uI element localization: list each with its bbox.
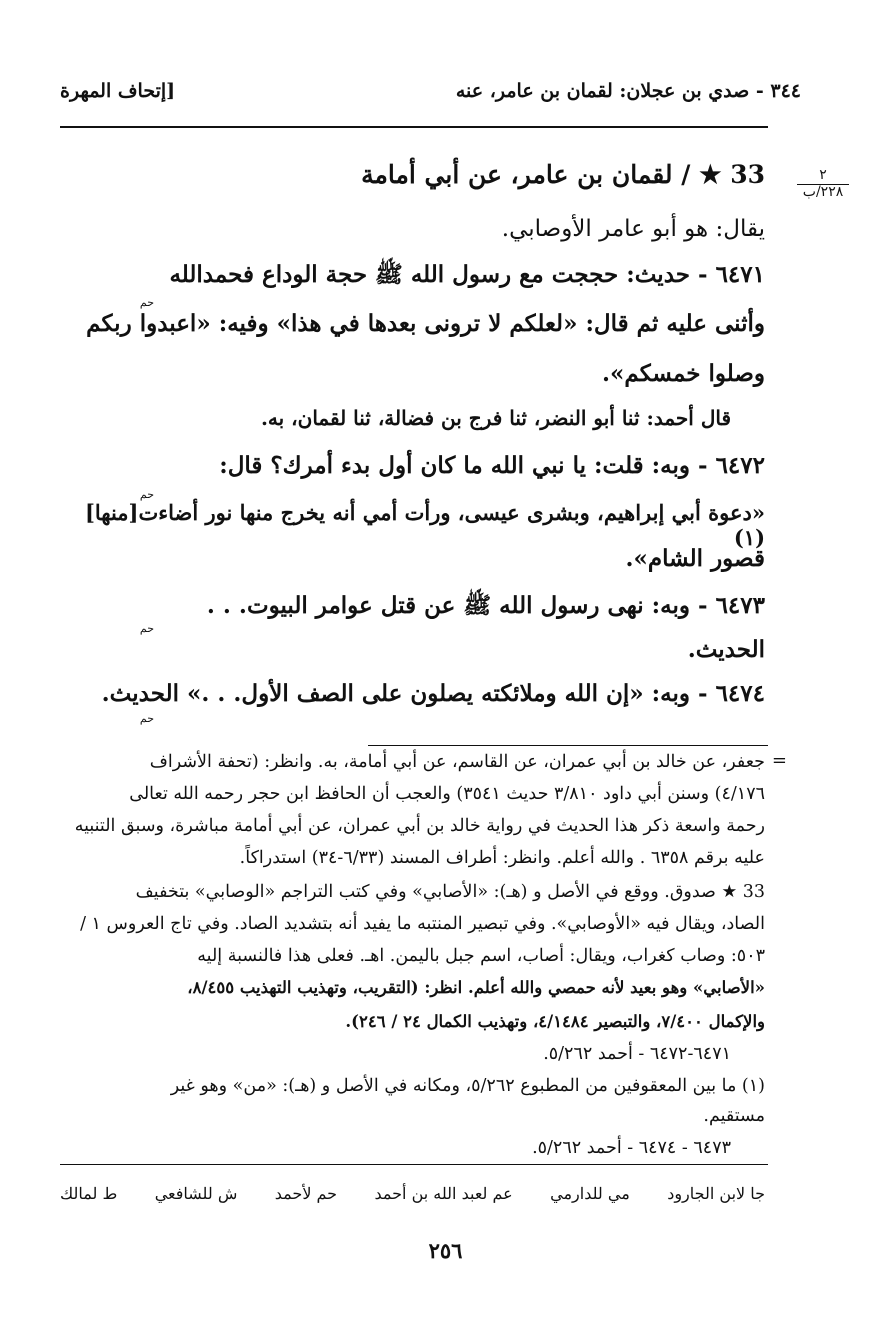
margin-note-top: ٢ (797, 168, 849, 185)
hadith-6474-line: ٦٤٧٤ - وبه: «إن الله وملائكته يصلون على الصف الأول. . .» الحديث. (101, 680, 765, 707)
hadith-6472-line-1: ٦٤٧٢ - وبه: قلت: يا نبي الله ما كان أول بدء أمرك؟ قال: (219, 452, 765, 479)
hadith-6473-line-1: ٦٤٧٣ - وبه: نهى رسول الله ﷺ عن قتل عوامر البيوت. . . (206, 592, 765, 619)
margin-folio-note (797, 168, 849, 201)
footnote-rule (368, 745, 768, 746)
header-rule (60, 126, 768, 128)
hadith-6472-line-2: «دعوة أبي إبراهيم، وبشرى عيسى، ورأت أمي أنه يخرج منها نور أضاءت[منها](١) (84, 500, 765, 550)
hadith-6471-line-1: ٦٤٧١ - حديث: حججت مع رسول الله ﷺ حجة الوداع فحمدالله (169, 261, 765, 288)
abbreviation: عم لعبد الله بن أحمد (374, 1184, 513, 1203)
section-title: 33 ★ / لقمان بن عامر، عن أبي أمامة (361, 160, 765, 189)
hm-symbol: حم (139, 488, 154, 501)
footnote-line: رحمة واسعة ذكر هذا الحديث في رواية خالد بن أبي عمران، عن أبي أمامة مباشرة، وسبق التنبيه (74, 816, 765, 836)
abbreviation: حم لأحمد (274, 1184, 338, 1203)
hadith-6473-line-2: الحديث. (687, 636, 765, 663)
running-header-title: ٣٤٤ - صدي بن عجلان: لقمان بن عامر، عنه (455, 80, 801, 102)
hadith-6471-line-3: وصلوا خمسكم». (602, 360, 765, 387)
footnote-line: ٦٤٧١-٦٤٧٢ - أحمد ٥/٢٦٢. (543, 1044, 731, 1064)
abbreviations-key (60, 1184, 765, 1203)
footnote-line: الصاد، ويقال فيه «الأوصابي». وفي تبصير المنتبه ما يفيد أنه بتشديد الصاد. وفي تاج العروس ١ / (80, 914, 765, 934)
footnote-line: ٤/١٧٦) وسنن أبي داود ٣/٨١٠ حديث ٣٥٤١) والعجب أن الحافظ ابن حجر رحمه الله تعالى (129, 784, 765, 804)
hm-symbol: حم (139, 622, 154, 635)
footnote-line: عليه برقم ٦٣٥٨ . والله أعلم. وانظر: أطراف المسند (٦/٣٣-٣٤) استدراكاً. (239, 848, 765, 868)
hm-symbol: حم (139, 712, 154, 725)
footnote-line: ٥٠٣: وصاب كغراب، ويقال: أصاب، اسم جبل باليمن. اهـ. فعلى هذا فالنسبة إليه (197, 946, 765, 966)
hadith-6472-line-3: قصور الشام». (625, 545, 765, 572)
footnote-line: (١) ما بين المعقوفين من المطبوع ٥/٢٦٢، ومكانه في الأصل و (هـ): «من» وهو غير (170, 1076, 765, 1096)
abbreviation: مي للدارمي (550, 1184, 630, 1203)
footnote-line: مستقيم. (703, 1106, 765, 1126)
abbreviations-rule (60, 1164, 768, 1165)
footnote-line: 33 ★ صدوق. ووقع في الأصل و (هـ): «الأصابي» وفي كتب التراجم «الوصابي» بتخفيف (135, 882, 765, 902)
page-number: ٢٥٦ (428, 1238, 463, 1263)
footnote-line: «الأصابي» وهو بعيد لأنه حمصي والله أعلم. انظر: (التقريب، وتهذيب التهذيب ٨/٤٥٥، (187, 978, 765, 997)
margin-note-bottom: ٢٢٨/ب (802, 184, 844, 201)
isnad-line: قال أحمد: ثنا أبو النضر، ثنا فرج بن فضالة، ثنا لقمان، به. (260, 406, 731, 430)
intro-line: يقال: هو أبو عامر الأوصابي. (501, 216, 765, 242)
continuation-mark: = (771, 750, 787, 771)
hadith-6471-line-2: وأثنى عليه ثم قال: «لعلكم لا ترونى بعدها في هذا» وفيه: «اعبدوا ربكم (86, 310, 765, 337)
footnote-line: جعفر، عن خالد بن أبي عمران، عن القاسم، عن أبي أمامة، به. وانظر: (تحفة الأشراف (149, 752, 765, 772)
footnote-line: والإكمال ٧/٤٠٠، والتبصير ٤/١٤٨٤، وتهذيب الكمال ٢٤ / ٢٤٦). (345, 1012, 765, 1031)
hm-symbol: حم (139, 296, 154, 309)
running-header-book: [إتحاف المهرة (60, 80, 176, 102)
abbreviation: ط لمالك (60, 1184, 118, 1203)
footnote-line: ٦٤٧٣ - ٦٤٧٤ - أحمد ٥/٢٦٢. (532, 1138, 731, 1158)
abbreviation: جا لابن الجارود (667, 1184, 765, 1203)
abbreviation: ش للشافعي (154, 1184, 238, 1203)
